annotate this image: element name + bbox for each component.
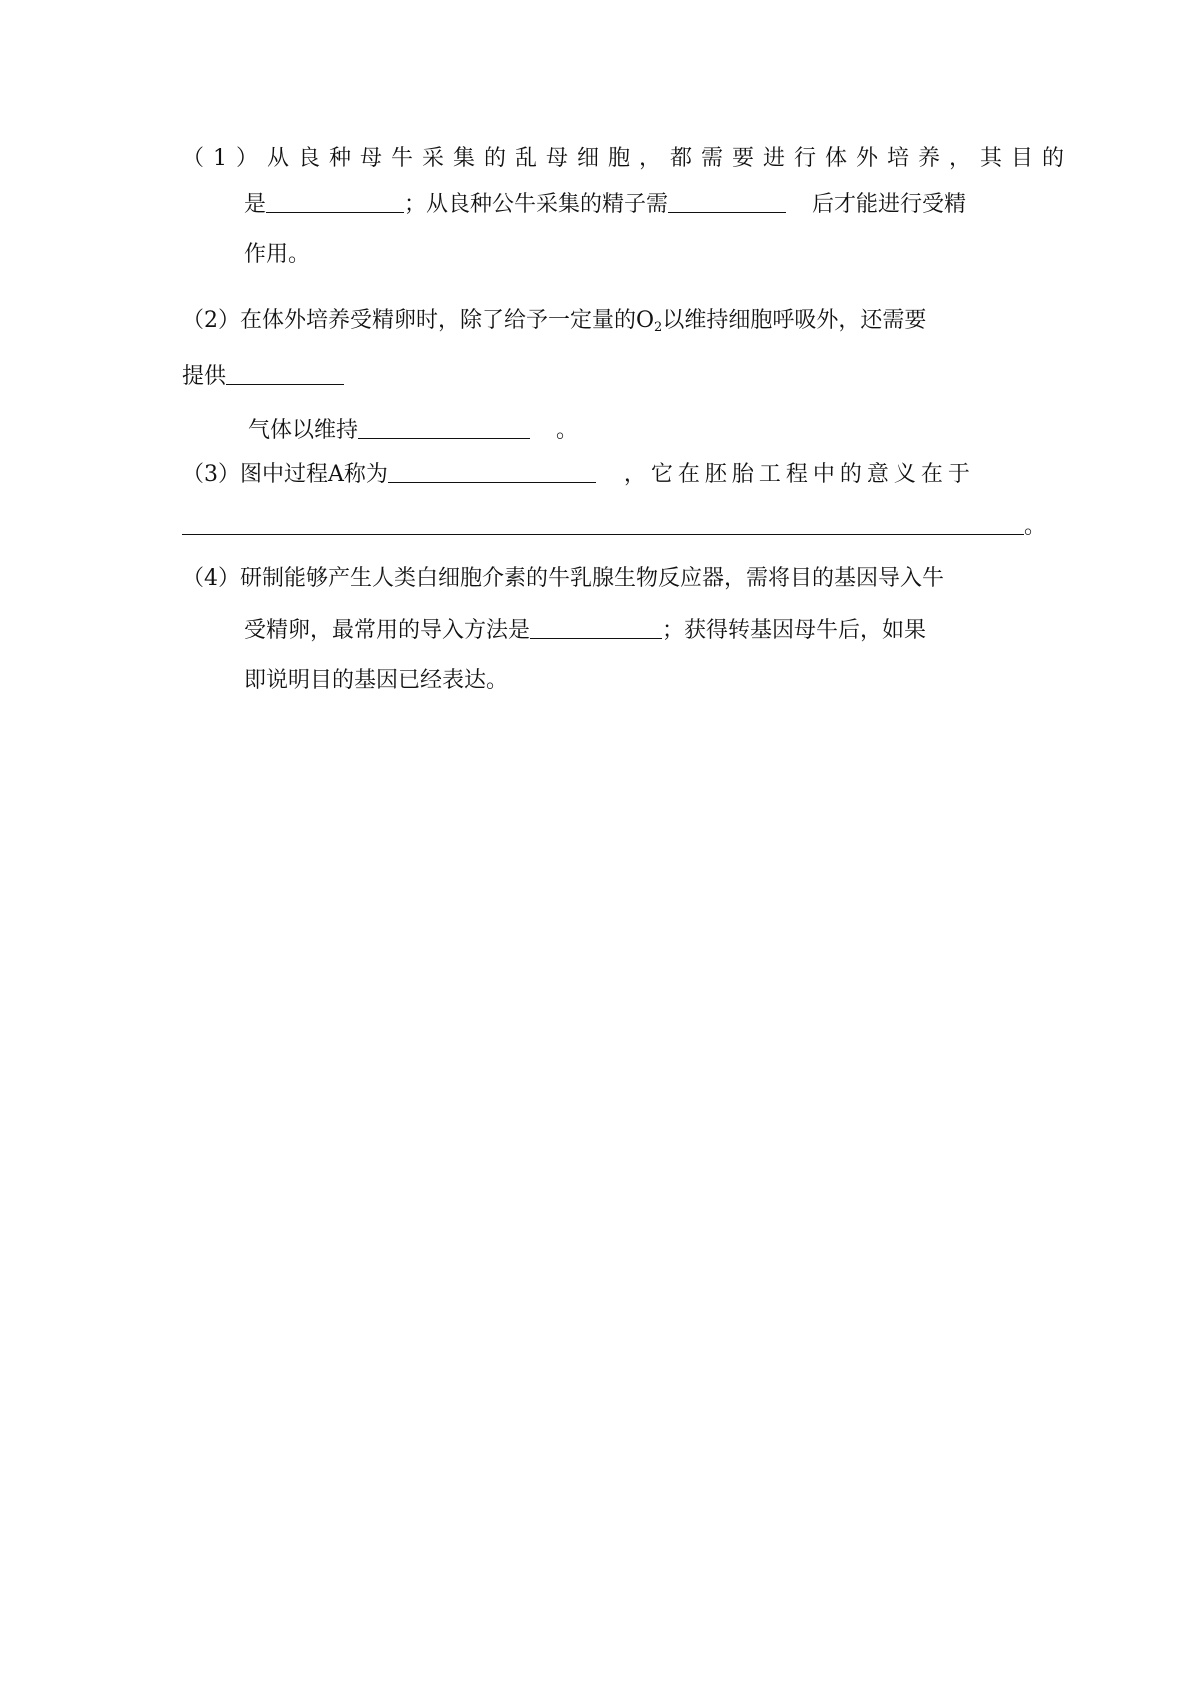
- q1-line2: [244, 190, 966, 220]
- q4-stem-text: （4）研制能够产生人类白细胞介素的牛乳腺生物反应器，需将目的基因导入牛: [182, 566, 944, 591]
- q2-answer-blank-1[interactable]: [226, 362, 344, 385]
- q3-answer-blank-2[interactable]: [182, 512, 1024, 535]
- q1-text-b: ；从良种公牛采集的精子需: [404, 192, 669, 217]
- q3-answer-blank-1[interactable]: [388, 460, 596, 483]
- q2-text-a: （2）在体外培养受精卵时，除了给予一定量的O: [182, 308, 655, 333]
- q4-line1: [182, 564, 944, 594]
- q4-text-a: 受精卵，最常用的导入方法是: [244, 618, 531, 643]
- q2-line2: [182, 362, 344, 392]
- q4-line3: [244, 666, 508, 696]
- q4-text-end: 即说明目的基因已经表达。: [244, 668, 509, 693]
- q2-gas-text: 气体以维持: [248, 418, 359, 443]
- q1-text-c: 后才能进行受精: [812, 192, 967, 217]
- q2-answer-blank-2[interactable]: [358, 416, 530, 439]
- q3-line2: [182, 512, 1046, 542]
- q1-line3: [244, 240, 310, 270]
- q4-text-b: ；获得转基因母牛后，如果: [662, 618, 927, 643]
- q1-line1: [182, 144, 1073, 174]
- q1-text-end: 作用。: [244, 242, 311, 267]
- q3-line1: [182, 460, 975, 490]
- q2-line3: [248, 416, 578, 446]
- q2-provide-text: 提供: [182, 364, 227, 389]
- q3-period: 。: [1024, 514, 1047, 539]
- q2-subscript: 2: [654, 320, 663, 335]
- q1-answer-blank-2[interactable]: [668, 190, 786, 213]
- q1-answer-blank-1[interactable]: [266, 190, 404, 213]
- q2-period: 。: [556, 418, 579, 443]
- q1-stem-text: （1）从良种母牛采集的乱母细胞，都需要进行体外培养，其目的: [182, 146, 1073, 171]
- q2-line1: [182, 306, 926, 336]
- q3-text-a: （3）图中过程A称为: [182, 462, 388, 487]
- q3-text-b: ，它在胚胎工程中的意义在于: [623, 462, 975, 487]
- q4-line2: [244, 616, 926, 646]
- q2-text-b: 以维持细胞呼吸外，还需要: [662, 308, 927, 333]
- q4-answer-blank-1[interactable]: [530, 616, 662, 639]
- q1-text-a: 是: [244, 192, 267, 217]
